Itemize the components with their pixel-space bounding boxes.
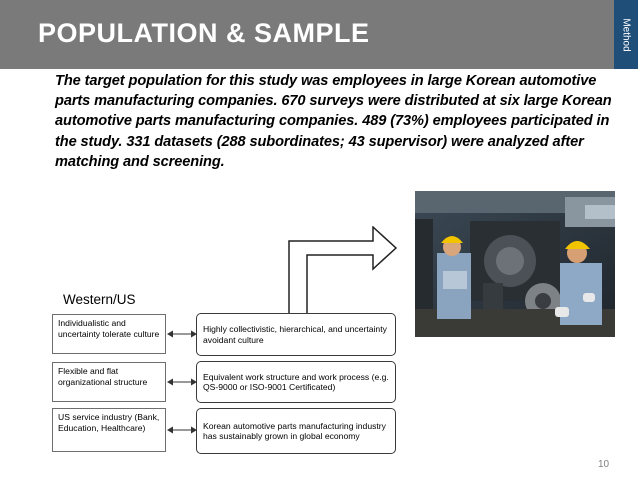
section-tab[interactable] (614, 0, 638, 69)
korean-culture-box (196, 313, 396, 356)
western-industry-box: US service industry (Bank, Education, Healthcare) (52, 408, 166, 452)
page-number: 10 (598, 459, 610, 470)
korean-culture-text: Highly collectivistic, hierarchical, and uncertainty avoidant culture (203, 324, 387, 345)
slide-header (0, 0, 614, 69)
korean-industry-box (196, 408, 396, 454)
double-arrow-icon (167, 328, 197, 340)
western-culture-box: Individualistic and uncertainty tolerate culture (52, 314, 166, 354)
double-arrow-icon (167, 376, 197, 388)
western-us-label: Western/US (63, 292, 136, 307)
slide-title: POPULATION & SAMPLE (38, 18, 370, 48)
section-tab-label: Method (620, 17, 632, 52)
western-structure-box: Flexible and flat organizational structure (52, 362, 166, 402)
intro-paragraph: The target population for this study was employees in large Korean automotive parts manufacturing companies. 670 surveys were distributed at six large Korean automotive parts manufacturing companies. 489 (73%) employees participated in the study. 331 datasets (288 subordinates; 43 supervisor) were analyzed after matching and screening. (55, 73, 612, 170)
double-arrow-icon (167, 424, 197, 436)
korean-structure-box (196, 361, 396, 403)
factory-workers-photo (415, 191, 615, 337)
korean-structure-text: Equivalent work structure and work process (e.g. QS-9000 or ISO-9001 Certificated) (203, 371, 389, 392)
korean-industry-text: Korean automotive parts manufacturing industry has sustainably grown in global economy (203, 420, 386, 441)
bent-arrow-icon (270, 226, 400, 318)
